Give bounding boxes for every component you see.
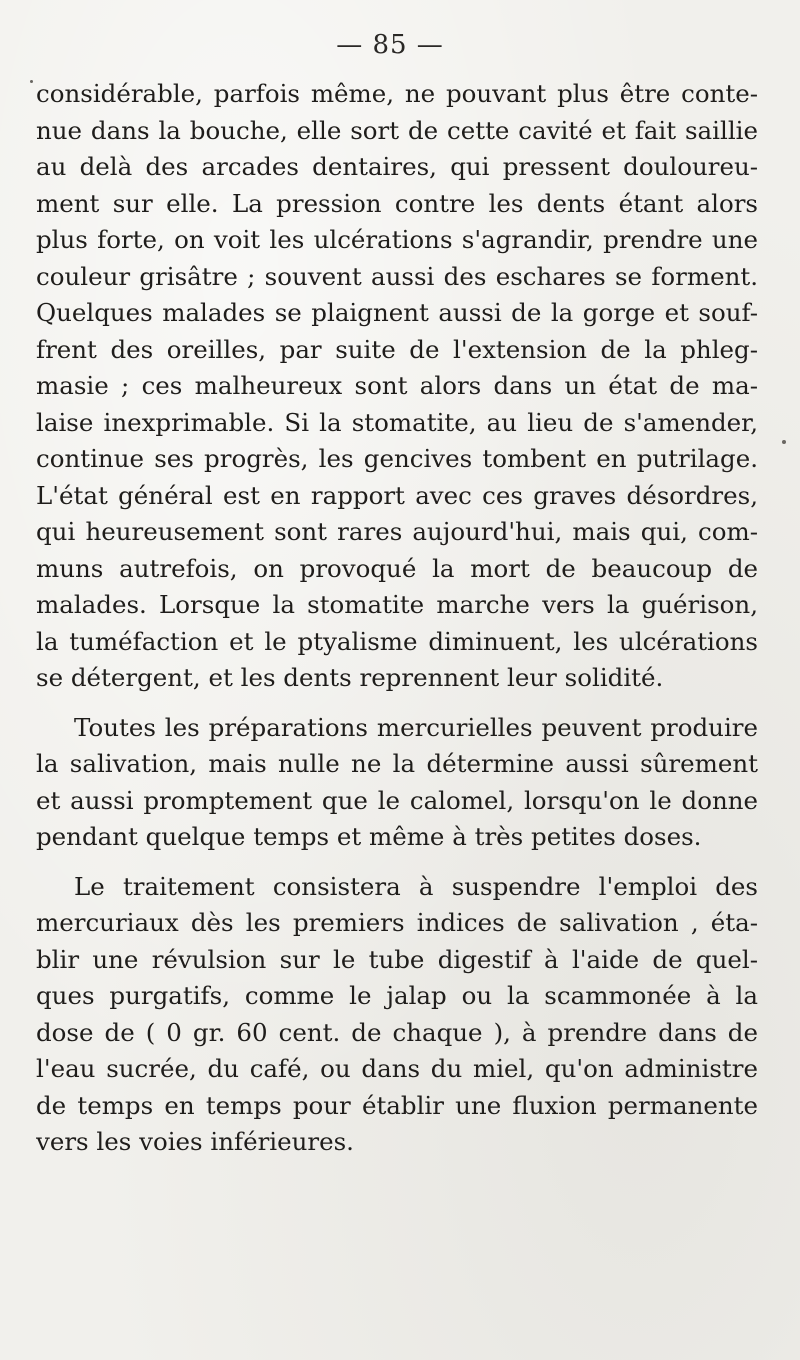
text-line: frent des oreilles, par suite de l'extension de la phleg- (36, 334, 758, 364)
text-line: vers les voies inférieures. (36, 1127, 354, 1156)
text-line: dose de ( 0 gr. 60 cent. de chaque ), à prendre dans de (36, 1017, 758, 1047)
text-line: la tuméfaction et le ptyalisme diminuent, les ulcérations (36, 626, 758, 656)
text-line: se détergent, et les dents reprennent leur solidité. (36, 663, 664, 692)
text-line: de temps en temps pour établir une fluxion permanente (36, 1090, 758, 1120)
text-line: nue dans la bouche, elle sort de cette cavité et fait saillie (36, 115, 758, 145)
body-text (36, 76, 758, 1161)
text-line: Toutes les préparations mercurielles peuvent produire (74, 712, 758, 742)
text-line: ques purgatifs, comme le jalap ou la scammonée à la (36, 981, 758, 1010)
text-line: couleur grisâtre ; souvent aussi des eschares se forment. (36, 261, 758, 291)
paragraph-1 (36, 76, 758, 697)
text-line: plus forte, on voit les ulcérations s'agrandir, prendre une (36, 225, 758, 254)
text-line: qui heureusement sont rares aujourd'hui, mais qui, com- (36, 517, 758, 546)
paragraph-3 (36, 869, 758, 1161)
text-line: L'état général est en rapport avec ces graves désordres, (36, 480, 758, 510)
text-line: pendant quelque temps et même à très petites doses. (36, 822, 702, 851)
paper-speck (782, 440, 786, 444)
text-line: laise inexprimable. Si la stomatite, au lieu de s'amender, (36, 407, 758, 437)
paragraph-2 (36, 710, 758, 856)
text-line: mercuriaux dès les premiers indices de salivation , éta- (36, 908, 758, 937)
text-line: masie ; ces malheureux sont alors dans un état de ma- (36, 371, 758, 400)
text-line: ment sur elle. La pression contre les dents étant alors (36, 188, 758, 218)
text-line: blir une révulsion sur le tube digestif à l'aide de quel- (36, 944, 758, 974)
page-number: — 85 — (336, 30, 444, 60)
text-line: l'eau sucrée, du café, ou dans du miel, qu'on administre (36, 1054, 758, 1083)
text-line: la salivation, mais nulle ne la détermine aussi sûrement (36, 749, 758, 778)
text-line: Quelques malades se plaignent aussi de la gorge et souf- (36, 298, 758, 327)
text-line: Le traitement consistera à suspendre l'emploi des (74, 871, 758, 901)
text-line: malades. Lorsque la stomatite marche vers la guérison, (36, 590, 758, 619)
paper-speck (30, 80, 33, 83)
text-line: continue ses progrès, les gencives tombent en putrilage. (36, 444, 758, 473)
text-line: et aussi promptement que le calomel, lorsqu'on le donne (36, 785, 758, 815)
text-line: muns autrefois, on provoqué la mort de beaucoup de (36, 553, 758, 583)
text-line: au delà des arcades dentaires, qui pressent douloureu- (36, 152, 758, 181)
text-line: considérable, parfois même, ne pouvant plus être conte- (36, 79, 758, 108)
